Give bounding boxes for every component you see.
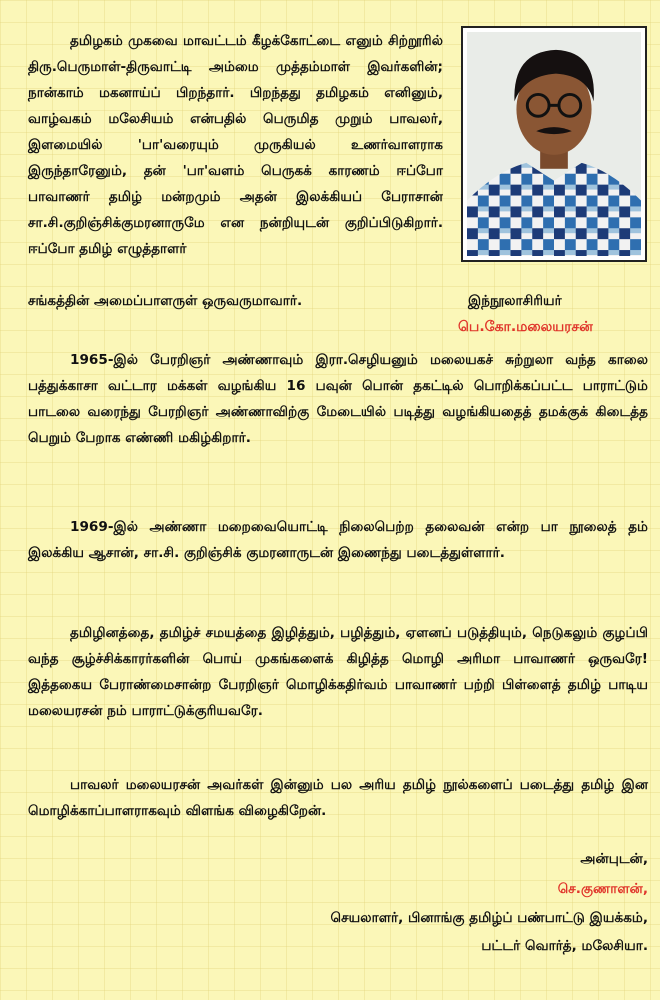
intro-paragraph: தமிழகம் முகவை மாவட்டம் கீழக்கோட்டை எனும் சிற்றூரில் திரு.பெருமாள்-திருவாட்டி அம்மை முத்தம்மாள் இவர்களின்; நான்காம் மகனாய்ப் பிறந்தார். பிறந்தது தமிழகம் எனினும், வாழ்வகம் மலேசியம் என்பதில் பெருமித முறும் பாவலர், இளமையில் 'பா'வரையும் முருகியல் உணர்வாளராக இருந்தாரேனும், தன் 'பா'வளம் பெருகக் காரணம் ஈப்போ பாவாணர் தமிழ் மன்றமும் அதன் இலக்கியப் பேராசான் சா.சி.குறிஞ்சிக்குமரனாருமே என நன்றியுடன் குறிப்பிடுகிறார். ஈப்போ தமிழ் எழுத்தாளர் (28, 33, 443, 257)
closing-designation: செயலாளர், பினாங்கு தமிழ்ப் பண்பாட்டு இயக்கம், (330, 910, 648, 926)
photo-caption-role: இந்நூலாசிரியர் (468, 293, 562, 309)
paragraph-paavanar: தமிழினத்தை, தமிழ்ச் சமயத்தை இழித்தும், பழித்தும், ஏளனப் படுத்தியும், நெடுகலும் குழப்பி வந்த சூழ்ச்சிக்காரர்களின் பொய் முகங்களைக் கிழித்த மொழி அரிமா பாவாணர் ஒருவரே! இத்தகைய பேராண்மைசான்ற பேரறிஞர் மொழிக்கதிர்வம் பாவாணர் பற்றி பிள்ளைத் தமிழ் பாடிய மலையரசன் நம் பாராட்டுக்குரியவரே. (28, 625, 648, 719)
paragraph-1965: 1965-இல் பேரறிஞர் அண்ணாவும் இரா.செழியனும் மலையகச் சுற்றுலா வந்த காலை பத்துக்காசா வட்டார மக்கள் வழங்கிய 16 பவுன் பொன் தகட்டில் பொறிக்கப்பட்ட பாராட்டும் பாடலை வரைந்து பேரறிஞர் அண்ணாவிற்கு மேடையில் படித்து வழங்கியதைத் தமக்குக் கிடைத்த பெறும் பேறாக எண்ணி மகிழ்கிறார். (28, 352, 648, 446)
paragraph-1969: 1969-இல் அண்ணா மறைவையொட்டி நிலைபெற்ற தலைவன் என்ற பா நூலைத் தம் இலக்கிய ஆசான், சா.சி. குறிஞ்சிக் குமரனாருடன் இணைந்து படைத்துள்ளார். (28, 519, 648, 561)
photo-caption-name: பெ.கோ.மலையரசன் (458, 319, 593, 335)
closing-address: பட்டர் வொர்த், மலேசியா. (481, 938, 648, 954)
author-photo (461, 26, 647, 262)
closing-signatory: செ.குணாளன், (557, 881, 648, 897)
intro-paragraph-tail: சங்கத்தின் அமைப்பாளருள் ஒருவருமாவார். (28, 293, 303, 309)
closing-salutation: அன்புடன், (580, 851, 648, 867)
portrait-image (467, 32, 641, 256)
paragraph-wishes: பாவலர் மலையரசன் அவர்கள் இன்னும் பல அரிய தமிழ் நூல்களைப் படைத்து தமிழ் இன மொழிக்காப்பாளராகவும் விளங்க விழைகிறேன். (28, 777, 648, 819)
